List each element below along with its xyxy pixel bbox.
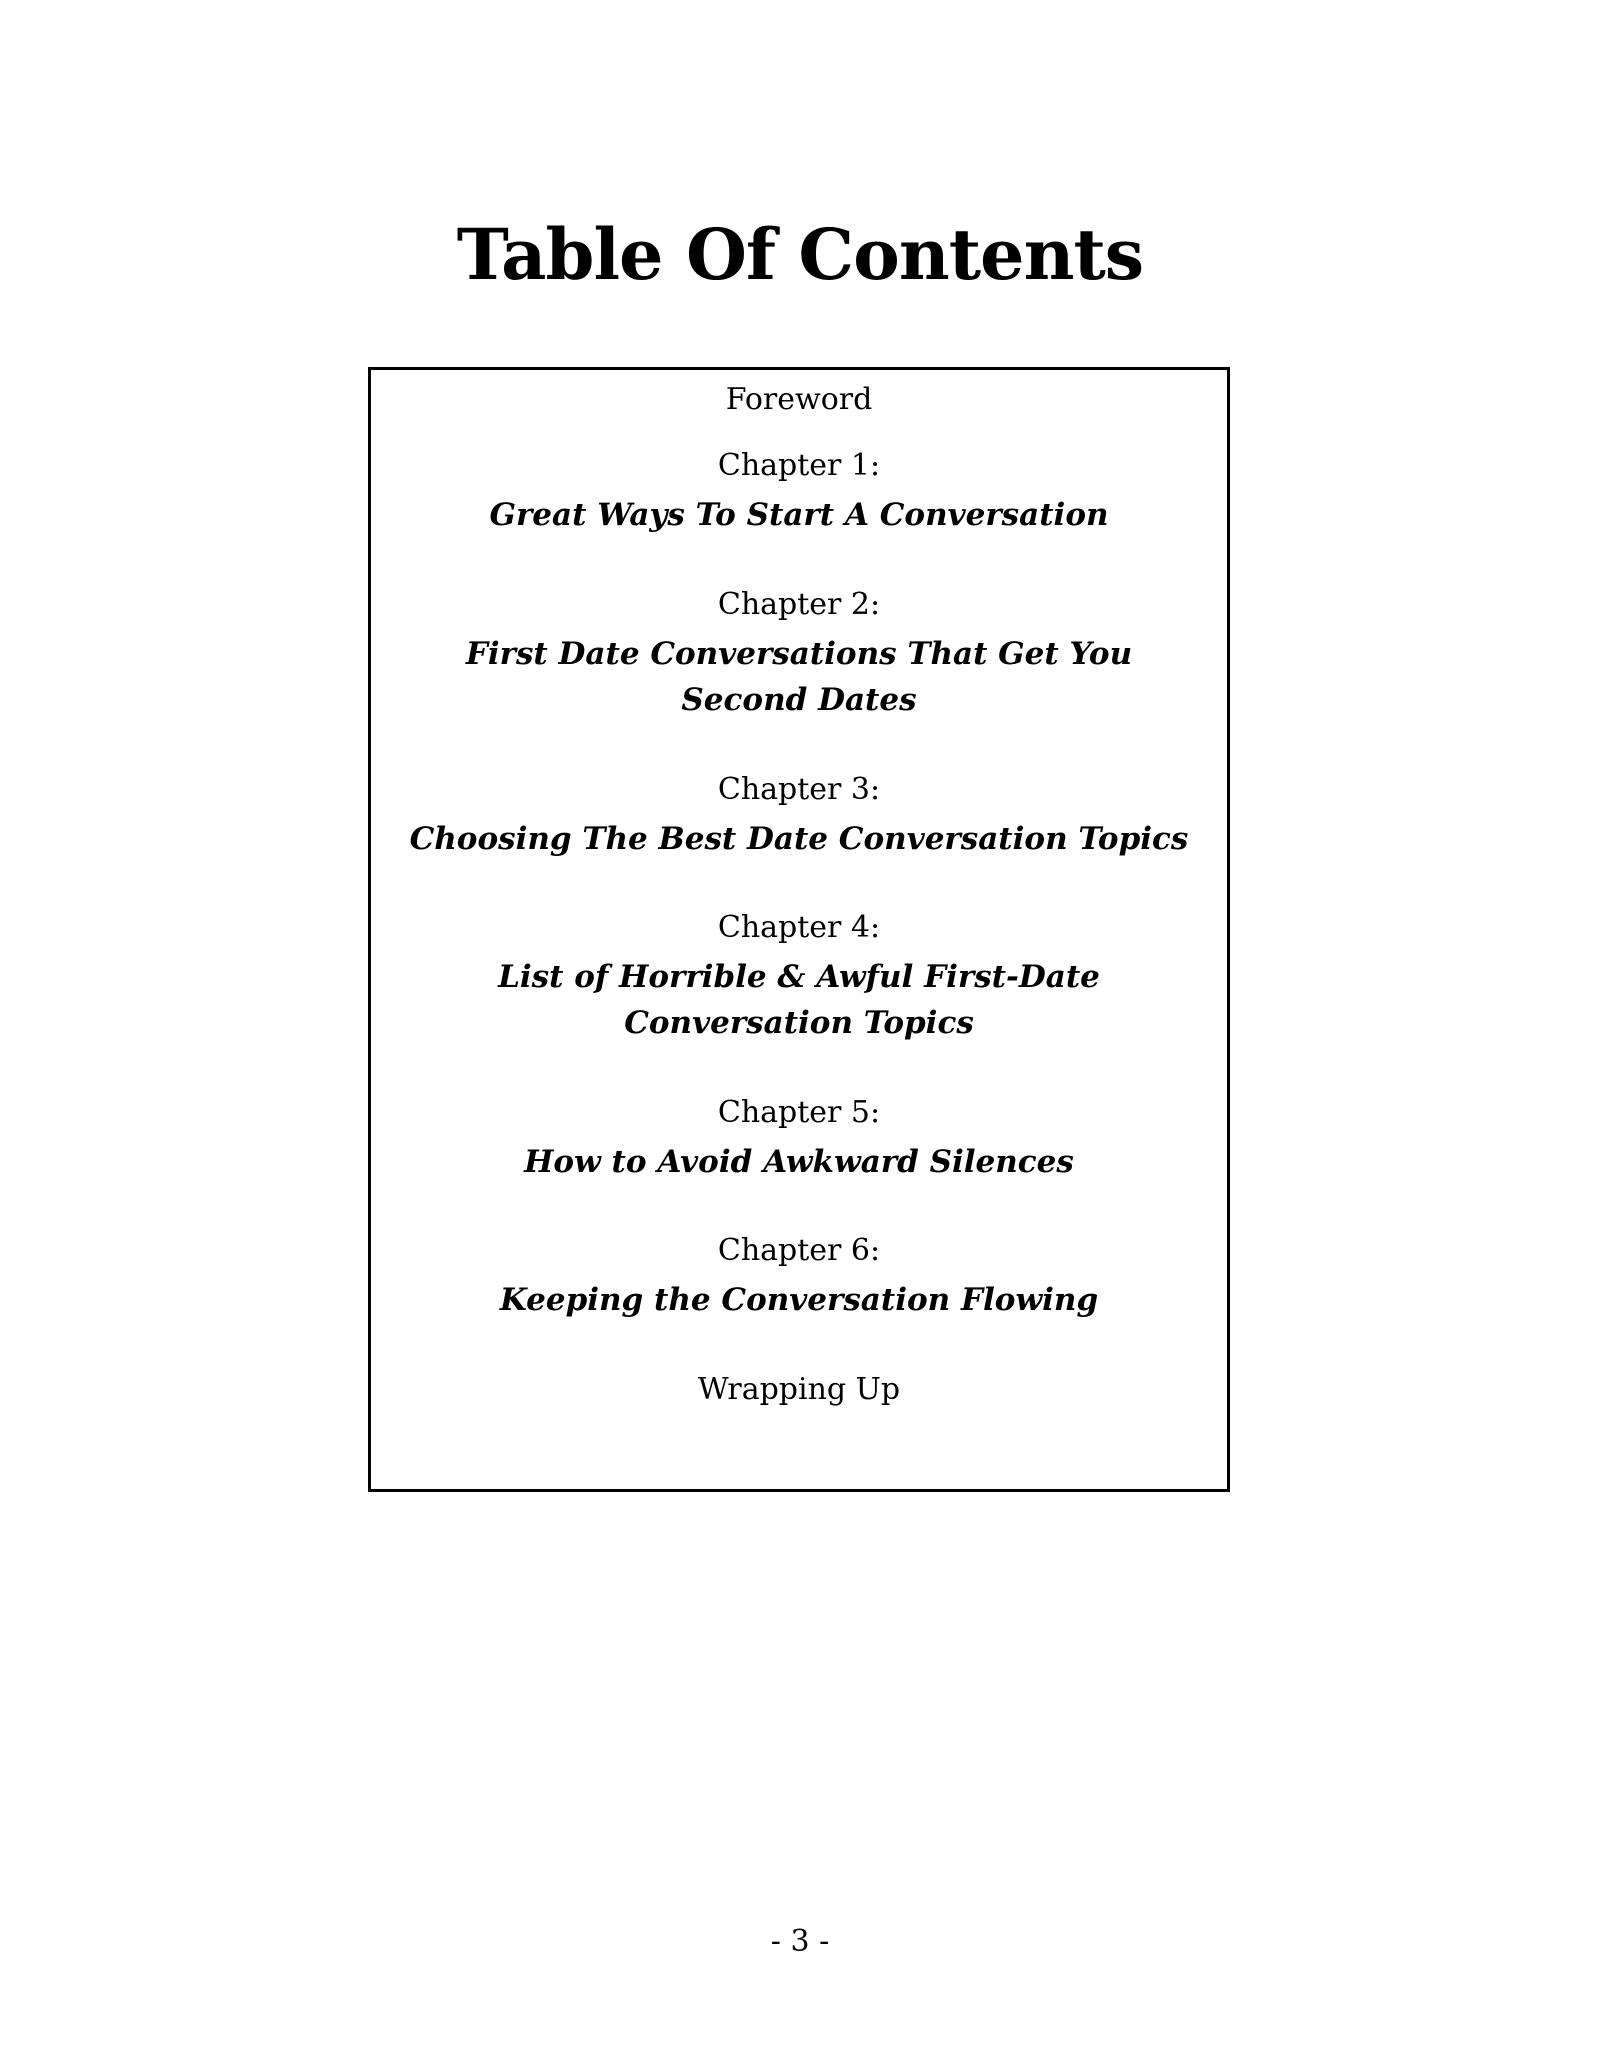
- chapter-title: How to Avoid Awkward Silences: [524, 1144, 1074, 1180]
- toc-chapter-1: [371, 446, 1227, 538]
- toc-chapter-3: [371, 770, 1227, 862]
- toc-chapter-4: [371, 908, 1227, 1046]
- chapter-label: Chapter 1:: [717, 448, 881, 483]
- toc-wrapping-up: Wrapping Up: [697, 1372, 901, 1407]
- chapter-title: List of Horrible & Awful First-Date Conversation Topics: [498, 959, 1100, 1041]
- table-of-contents-box: [368, 367, 1230, 1492]
- chapter-label: Chapter 4:: [717, 910, 881, 945]
- chapter-label: Chapter 2:: [717, 587, 881, 622]
- chapter-label: Chapter 5:: [717, 1095, 881, 1130]
- chapter-title: Great Ways To Start A Conversation: [489, 497, 1109, 533]
- chapter-title: Choosing The Best Date Conversation Topics: [409, 821, 1189, 857]
- toc-foreword: Foreword: [725, 382, 873, 417]
- toc-chapter-6: [371, 1231, 1227, 1323]
- chapter-label: Chapter 3:: [717, 772, 881, 807]
- toc-chapter-2: [371, 585, 1227, 723]
- chapter-title: First Date Conversations That Get You Second Dates: [465, 636, 1133, 718]
- chapter-label: Chapter 6:: [717, 1233, 881, 1268]
- page-title: Table Of Contents: [456, 213, 1144, 296]
- page-number: - 3 -: [770, 1924, 830, 1959]
- chapter-title: Keeping the Conversation Flowing: [499, 1282, 1099, 1318]
- toc-chapter-5: [371, 1093, 1227, 1185]
